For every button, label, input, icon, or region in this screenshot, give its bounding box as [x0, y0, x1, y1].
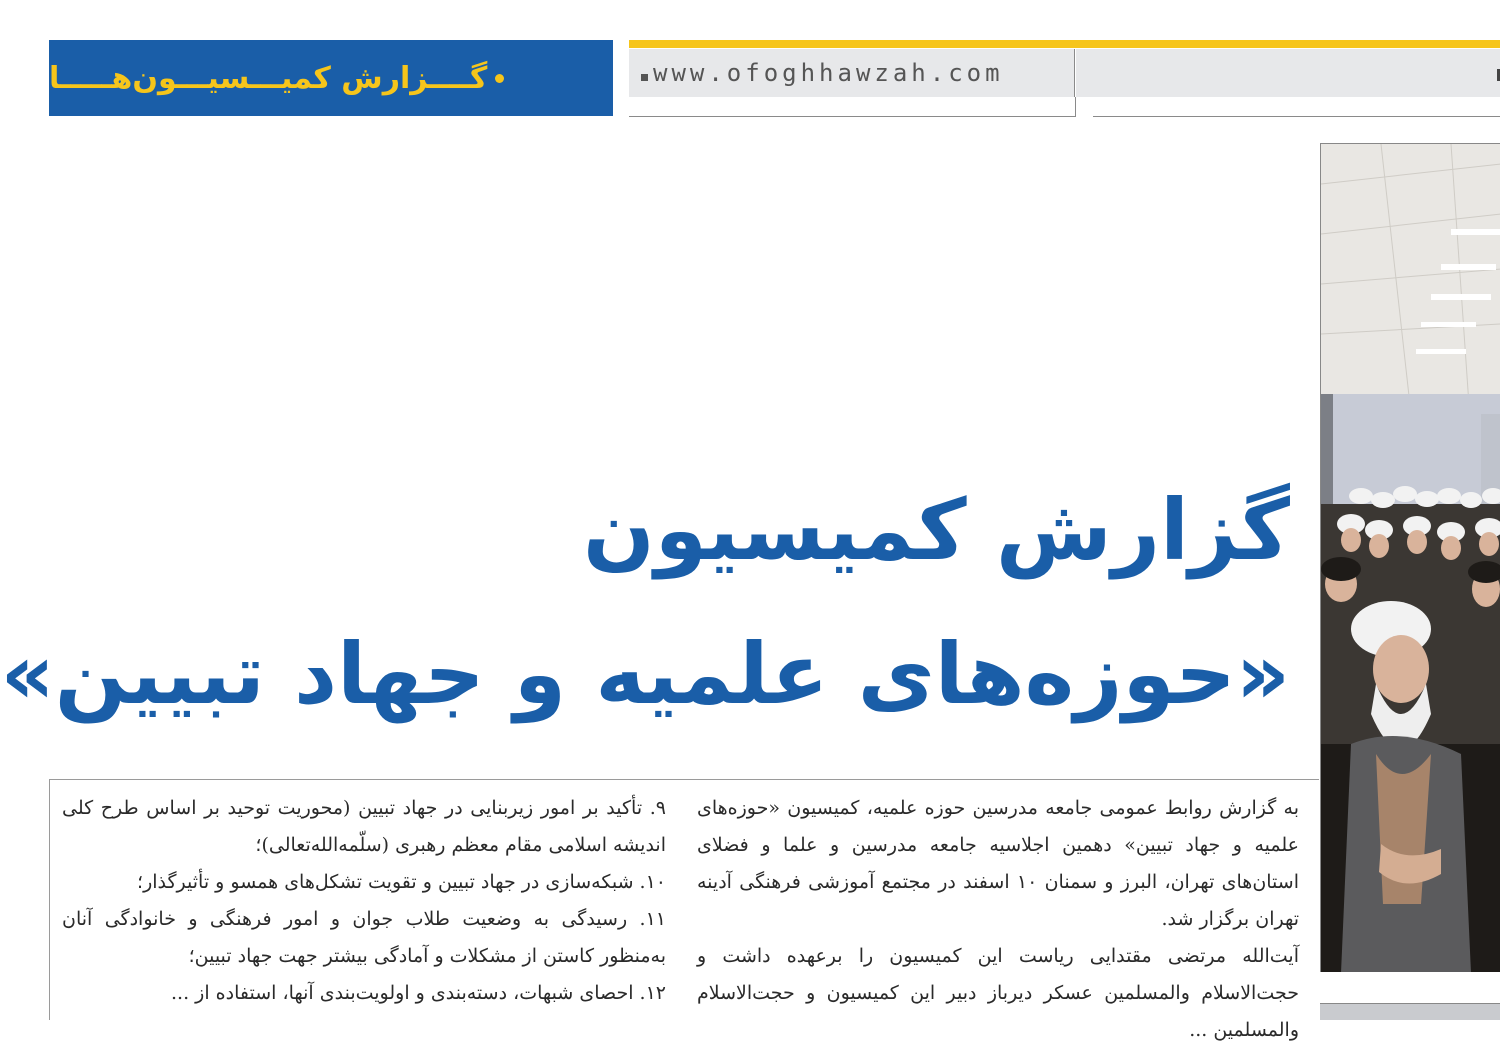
- header-underline-right: [1093, 116, 1500, 117]
- list-item: ۱۰. شبکه‌سازی در جهاد تبیین و تقویت تشکل‌های همسو و تأثیرگذار؛: [137, 871, 666, 893]
- paragraph: آیت‌الله مرتضی مقتدایی ریاست این کمیسیون را برعهده داشت و حجت‌الاسلام والمسلمین عسکر دیرباز دبیر این کمیسیون و حجت‌الاسلام والمسلمین ...: [697, 945, 1299, 1041]
- body-left-rule: [49, 779, 50, 1020]
- square-bullet-icon: [641, 74, 648, 81]
- second-photo-edge: [1320, 1003, 1500, 1020]
- body-top-rule: [49, 779, 1319, 780]
- headline-line-1: گزارش کمیسیون: [583, 481, 1290, 579]
- bullet-dot-icon: [495, 74, 504, 83]
- body-column-left: [62, 790, 666, 1012]
- website-url[interactable]: www.ofoghhawzah.com: [653, 59, 1004, 87]
- section-banner: [49, 40, 613, 116]
- header-underline-left: [629, 116, 1076, 117]
- conference-photo: [1320, 143, 1500, 972]
- header-yellow-rule: [629, 40, 1500, 48]
- website-box: [629, 49, 1075, 97]
- list-item: ۹. تأکید بر امور زیربنایی در جهاد تبیین (محوریت توحید بر اساس طرح کلی اندیشه اسلامی مقام معظم رهبری (سلّمه‌الله‌تعالی)؛: [62, 797, 666, 856]
- header-grey-strip: [1076, 49, 1500, 97]
- section-label: گــــزارش کمیـــسیـــون‌هـــــا: [49, 60, 488, 96]
- conference-audience-photo-icon: [1321, 144, 1500, 972]
- list-item: ۱۱. رسیدگی به وضعیت طلاب جوان و امور فرهنگی و خانوادگی آنان به‌منظور کاستن از مشکلات و آمادگی بیشتر جهت جهاد تبیین؛: [62, 908, 666, 967]
- list-item: ۱۲. احصای شبهات، دسته‌بندی و اولویت‌بندی آنها، استفاده از ...: [171, 982, 666, 1004]
- body-column-right: [697, 790, 1299, 1049]
- headline-line-2: «حوزه‌های علمیه و جهاد تبیین»: [0, 625, 1290, 723]
- header-divider: [1075, 97, 1076, 117]
- paragraph: به گزارش روابط عمومی جامعه مدرسین حوزه علمیه، کمیسیون «حوزه‌های علمیه و جهاد تبیین» دهمین اجلاسیه جامعه مدرسین و علما و فضلای استان‌های تهران، البرز و سمنان ۱۰ اسفند در مجتمع آموزشی فرهنگی آدینه تهران برگزار شد.: [697, 797, 1299, 930]
